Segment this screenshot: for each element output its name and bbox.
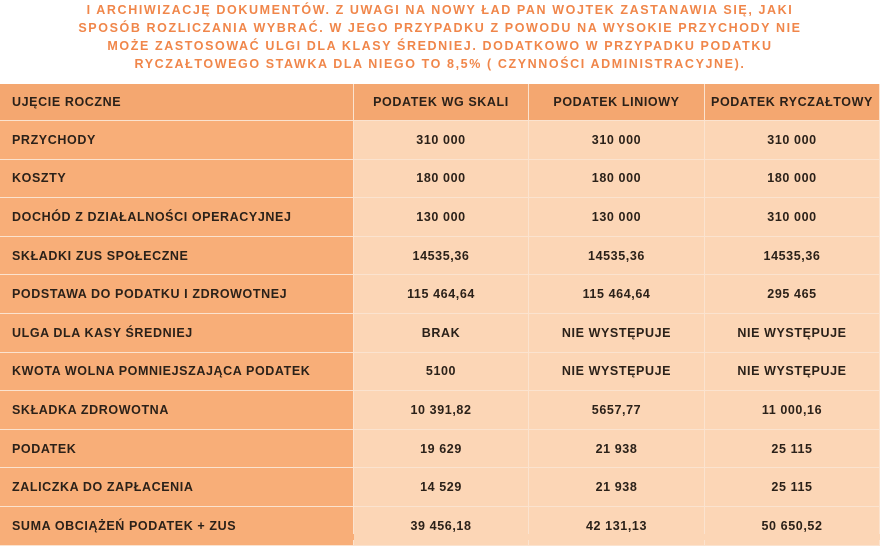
- cell-linear: NIE WYSTĘPUJE: [529, 353, 705, 392]
- cell-scale: 10 391,82: [354, 391, 529, 430]
- table-row: [0, 160, 880, 199]
- header-linear-tax: PODATEK LINIOWY: [529, 84, 705, 121]
- row-label: KWOTA WOLNA POMNIEJSZAJĄCA PODATEK: [0, 353, 354, 392]
- cell-linear: 5657,77: [529, 391, 705, 430]
- row-label: DOCHÓD Z DZIAŁALNOŚCI OPERACYJNEJ: [0, 198, 354, 237]
- intro-text: [0, 0, 880, 82]
- cell-flat: 50 650,52: [705, 507, 880, 546]
- cell-scale: 14 529: [354, 468, 529, 507]
- table-row: [0, 198, 880, 237]
- cell-flat: 310 000: [705, 198, 880, 237]
- cell-scale: 14535,36: [354, 237, 529, 276]
- table-row: [0, 275, 880, 314]
- row-label: KOSZTY: [0, 160, 354, 199]
- table-row: [0, 314, 880, 353]
- tax-comparison-table: [0, 84, 880, 546]
- cell-flat: NIE WYSTĘPUJE: [705, 314, 880, 353]
- cell-linear: 130 000: [529, 198, 705, 237]
- header-flat-rate-tax: PODATEK RYCZAŁTOWY: [705, 84, 880, 121]
- table-row: [0, 237, 880, 276]
- row-label: PRZYCHODY: [0, 121, 354, 160]
- cell-linear: 115 464,64: [529, 275, 705, 314]
- intro-line-1: I ARCHIWIZACJĘ DOKUMENTÓW. Z UWAGI NA NOWY ŁAD PAN WOJTEK ZASTANAWIA SIĘ, JAKI: [86, 3, 794, 17]
- header-scale-tax: PODATEK WG SKALI: [354, 84, 529, 121]
- cell-linear: 21 938: [529, 468, 705, 507]
- table-row: [0, 468, 880, 507]
- cell-scale: 310 000: [354, 121, 529, 160]
- cell-scale: BRAK: [354, 314, 529, 353]
- cell-flat: 180 000: [705, 160, 880, 199]
- table-header-row: [0, 84, 880, 121]
- cell-flat: 25 115: [705, 430, 880, 469]
- row-label: PODSTAWA DO PODATKU I ZDROWOTNEJ: [0, 275, 354, 314]
- row-label: SKŁADKA ZDROWOTNA: [0, 391, 354, 430]
- table-continuation-strip: [0, 534, 880, 540]
- cell-linear: 180 000: [529, 160, 705, 199]
- header-annual: UJĘCIE ROCZNE: [0, 84, 354, 121]
- cell-flat: 310 000: [705, 121, 880, 160]
- table-row: [0, 121, 880, 160]
- cell-scale: 130 000: [354, 198, 529, 237]
- intro-line-4: RYCZAŁTOWEGO STAWKA DLA NIEGO TO 8,5% ( CZYNNOŚCI ADMINISTRACYJNE).: [134, 57, 746, 71]
- cell-flat: NIE WYSTĘPUJE: [705, 353, 880, 392]
- row-label: ZALICZKA DO ZAPŁACENIA: [0, 468, 354, 507]
- cell-linear: NIE WYSTĘPUJE: [529, 314, 705, 353]
- cell-linear: 21 938: [529, 430, 705, 469]
- cell-flat: 14535,36: [705, 237, 880, 276]
- row-label: PODATEK: [0, 430, 354, 469]
- cell-scale: 180 000: [354, 160, 529, 199]
- cell-flat: 295 465: [705, 275, 880, 314]
- cell-scale: 5100: [354, 353, 529, 392]
- intro-line-2: SPOSÓB ROZLICZANIA WYBRAĆ. W JEGO PRZYPADKU Z POWODU NA WYSOKIE PRZYCHODY NIE: [78, 21, 802, 35]
- table-row: [0, 353, 880, 392]
- intro-line-3: MOŻE ZASTOSOWAĆ ULGI DLA KLASY ŚREDNIEJ. DODATKOWO W PRZYPADKU PODATKU: [107, 39, 773, 53]
- cell-flat: 25 115: [705, 468, 880, 507]
- cell-scale: 115 464,64: [354, 275, 529, 314]
- cell-scale: 19 629: [354, 430, 529, 469]
- row-label: SUMA OBCIĄŻEŃ PODATEK + ZUS: [0, 507, 354, 546]
- table-row: [0, 391, 880, 430]
- row-label: SKŁADKI ZUS SPOŁECZNE: [0, 237, 354, 276]
- cell-scale: 39 456,18: [354, 507, 529, 546]
- cell-flat: 11 000,16: [705, 391, 880, 430]
- cell-linear: 42 131,13: [529, 507, 705, 546]
- table-row: [0, 430, 880, 469]
- cell-linear: 14535,36: [529, 237, 705, 276]
- cell-linear: 310 000: [529, 121, 705, 160]
- row-label: ULGA DLA KASY ŚREDNIEJ: [0, 314, 354, 353]
